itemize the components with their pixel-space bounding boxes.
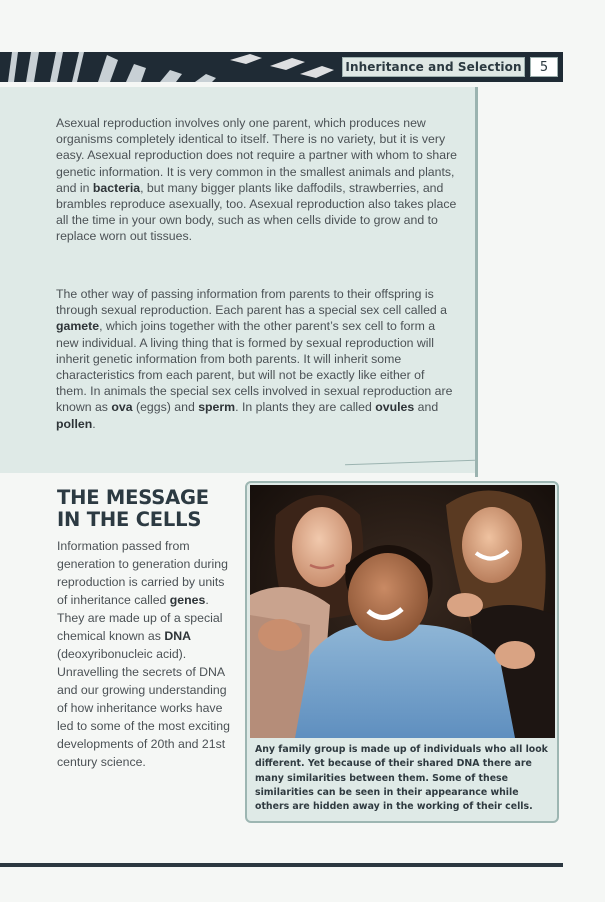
text-run: , but many bigger plants like daffodils, strawberries, and brambles reproduce asexually, too. Asexual reproduction also takes place all the time in your own body, such as when cells divide to grow and to replace worn out tissues. bbox=[56, 180, 457, 244]
text-run: . They are made up of a special chemical known as bbox=[57, 593, 223, 643]
text-run: , which joins together with the other parent’s sex cell to form a new individual. A living thing that is formed by sexual reproduction will inherit genetic information from both parents. It will inherit some characteristics from each parent, but will not be exactly like either of them. In animals the special sex cells involved in sexual reproduction are known as bbox=[56, 319, 453, 415]
text-run: . In plants they are called bbox=[235, 400, 376, 415]
text-run: and bbox=[414, 400, 439, 415]
paragraph-sexual-reproduction bbox=[56, 286, 458, 432]
key-term: gamete bbox=[56, 319, 100, 334]
page-number: 5 bbox=[530, 57, 558, 77]
family-photo bbox=[250, 485, 555, 738]
key-term: pollen bbox=[56, 416, 93, 431]
text-run: The other way of passing information from parents to their offspring is through sexual reproduction. Each parent has a special sex cell called a bbox=[56, 287, 448, 318]
key-term: sperm bbox=[198, 400, 236, 415]
key-term: DNA bbox=[164, 629, 191, 643]
section-body-text bbox=[57, 537, 237, 771]
key-term: ova bbox=[111, 400, 133, 415]
key-term: genes bbox=[169, 593, 206, 607]
text-run: Information passed from generation to generation during reproduction is carried by units of inheritance called bbox=[57, 539, 228, 607]
bottom-rule bbox=[0, 863, 563, 867]
running-header-title: Inheritance and Selection bbox=[342, 57, 525, 77]
text-run: (deoxyribonucleic acid). Unravelling the secrets of DNA and our growing understanding of how inheritance works have led to some of the most exciting developments of 20th and 21st century science. bbox=[57, 647, 230, 769]
section-heading: THE MESSAGE IN THE CELLS bbox=[57, 486, 209, 531]
paragraph-asexual-reproduction bbox=[56, 115, 458, 245]
text-run: (eggs) and bbox=[132, 400, 199, 415]
photo-caption: Any family group is made up of individuals who all look different. Yet because of their shared DNA there are many similarities between them. Some of these similarities can be seen in their appearance while others are hidden away in the working of their cells. bbox=[255, 744, 548, 813]
panel-divider bbox=[475, 87, 478, 477]
text-run: . bbox=[92, 416, 96, 431]
key-term: bacteria bbox=[92, 180, 141, 195]
header-stripe-pattern bbox=[0, 52, 340, 82]
text-run: Asexual reproduction involves only one parent, which produces new organisms completely identical to itself. There is no variety, but it is very easy. Asexual reproduction does not require a partner with whom to share genetic information. It is very common in the smallest animals and plants, and in bbox=[56, 116, 458, 195]
key-term: ovules bbox=[375, 400, 415, 415]
